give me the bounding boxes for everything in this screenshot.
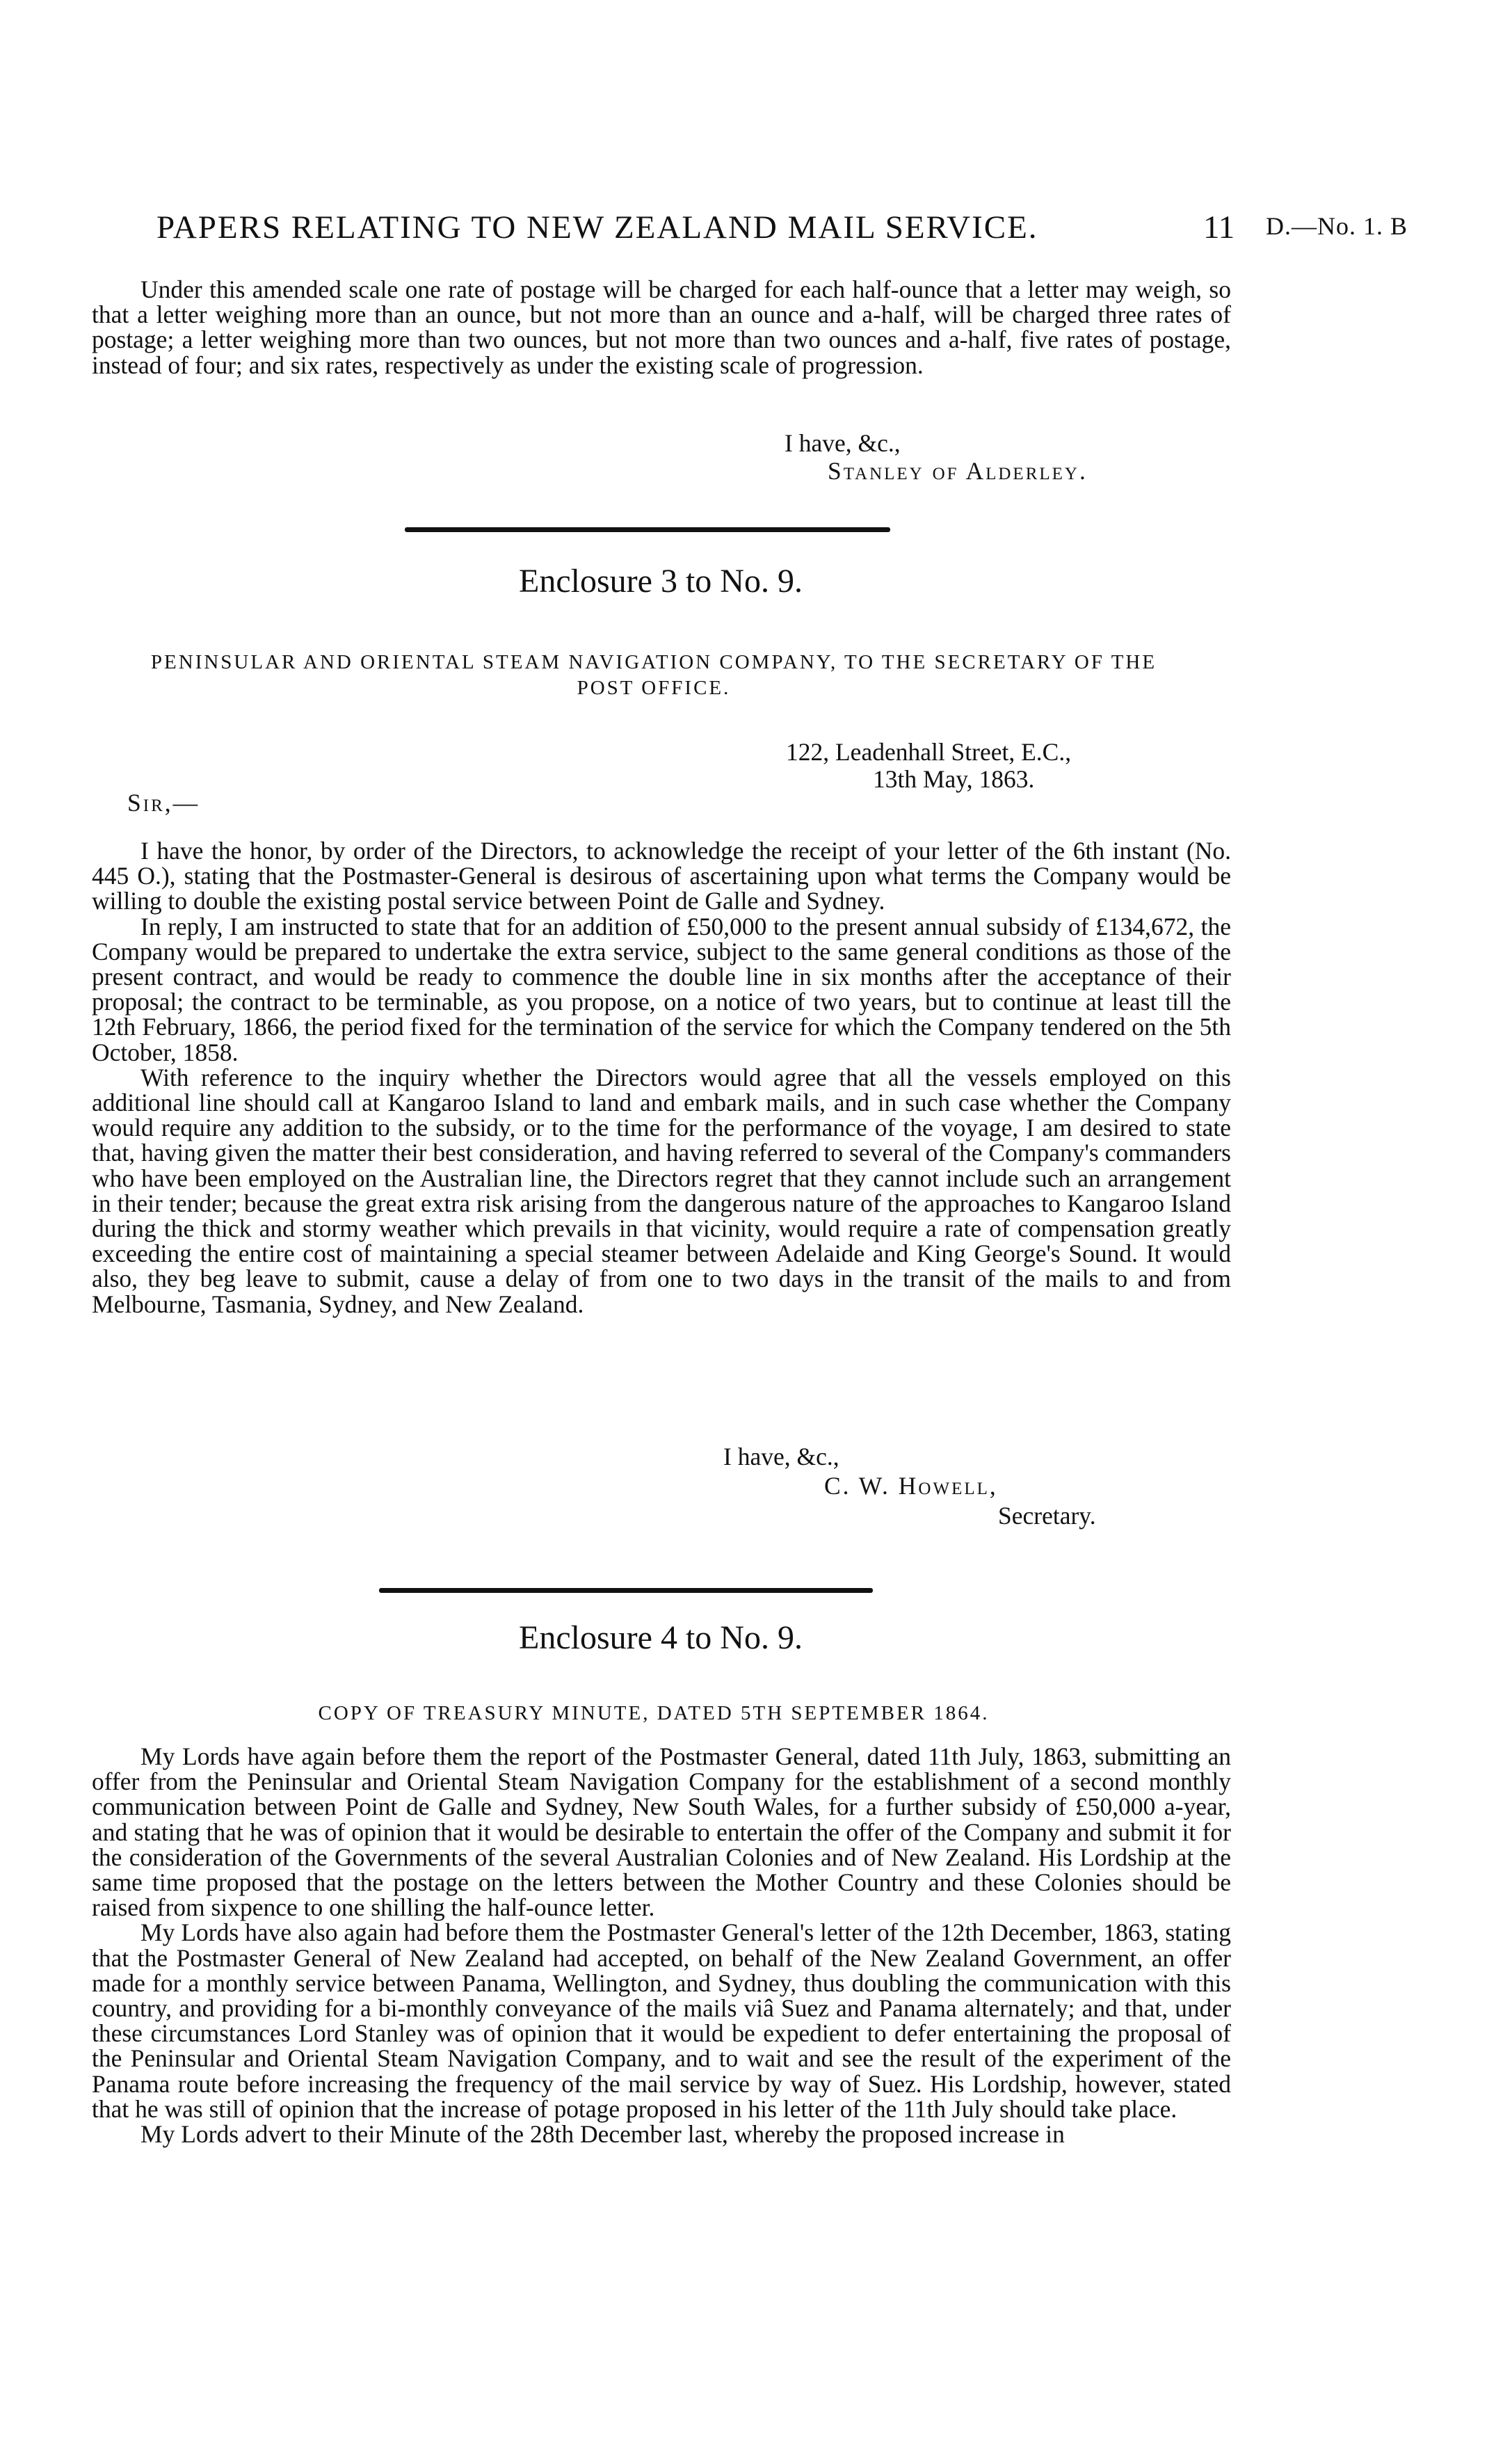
paragraph: I have the honor, by order of the Directors, to acknowledge the receipt of your letter of the 6th instant (No. 445 O.), stating that the Postmaster-General is desirous of ascertaining upon what terms the Company would be willing to double the existing postal service between Point de Galle and Sydney. — [92, 837, 1231, 915]
paragraph: My Lords have also again had before them the Postmaster General's letter of the 12th December, 1863, stating that the Postmaster General of New Zealand had accepted, on behalf of the New Zealand Government, an offer made for a monthly service between Panama, Wellington, and Sydney, thus doubling the communication with this country, and providing for a bi-monthly conveyance of the mails viâ Suez and Panama alternately; and that, under these circumstances Lord Stanley was of opinion that it would be expedient to defer entertaining the proposal of the Peninsular and Oriental Steam Navigation Company, and to wait and see the result of the experiment of the Panama route before increasing the frequency of the mail service by way of Suez. His Lordship, however, stated that he was still of opinion that the increase of potage proposed in his letter of the 11th July should take place. — [92, 1918, 1231, 2123]
sender-address: 122, Leadenhall Street, E.C., — [786, 738, 1072, 766]
divider-rule — [405, 527, 890, 532]
running-header — [156, 209, 1408, 250]
heading-line: POST OFFICE. — [577, 677, 731, 699]
page-title: PAPERS RELATING TO NEW ZEALAND MAIL SERVICE. — [156, 209, 1038, 246]
enclosure-4-body — [92, 1744, 1231, 2147]
enclosure-3-body — [92, 838, 1231, 1317]
page-number: 11 — [1203, 209, 1235, 246]
heading-line: PENINSULAR AND ORIENTAL STEAM NAVIGATION COMPANY, TO THE SECRETARY OF THE — [150, 651, 1157, 673]
enclosure-4-title: Enclosure 4 to No. 9. — [519, 1619, 803, 1656]
divider-rule — [379, 1588, 873, 1593]
enclosure-3-title: Enclosure 3 to No. 9. — [519, 563, 803, 600]
salutation: Sir,— — [127, 789, 200, 817]
enclosure-3-heading — [63, 650, 1245, 701]
paragraph: My Lords have again before them the report of the Postmaster General, dated 11th July, 1863, submitting an offer from the Peninsular and Oriental Steam Navigation Company for the establishment of a second monthly communication between Point de Galle and Sydney, New South Wales, for a further subsidy of £50,000 a-year, and stating that he was of opinion that it would be desirable to entertain the offer of the Company and submit it for the consideration of the Governments of the several Australian Colonies and of New Zealand. His Lordship at the same time proposed that the postage on the letters between the Mother Country and these Colonies should be raised from sixpence to one shilling the half-ounce letter. — [92, 1742, 1231, 1922]
enclosure-4-heading: COPY OF TREASURY MINUTE, DATED 5TH SEPTEMBER 1864. — [318, 1702, 990, 1724]
signature-title: Secretary. — [998, 1502, 1096, 1530]
section1-body — [92, 277, 1231, 378]
signature: C. W. Howell, — [824, 1472, 998, 1500]
letter-date: 13th May, 1863. — [873, 765, 1035, 793]
signature: Stanley of Alderley. — [828, 457, 1088, 485]
paragraph: In reply, I am instructed to state that for an addition of £50,000 to the present annual subsidy of £134,672, the Company would be prepared to undertake the extra service, subject to the same general conditions as those of the present contract, and would be ready to commence the double line in six months after the acceptance of their proposal; the contract to be terminable, as you propose, on a notice of two years, but to continue at least till the 12th February, 1866, the period fixed for the termination of the service for which the Company tendered on the 5th October, 1858. — [92, 912, 1231, 1066]
paragraph: My Lords advert to their Minute of the 28th December last, whereby the proposed increase in — [140, 2120, 1065, 2149]
document-reference: D.—No. 1. B — [1266, 212, 1408, 240]
closing: I have, &c., — [785, 429, 901, 457]
paragraph: Under this amended scale one rate of postage will be charged for each half-ounce that a letter may weigh, so that a letter weighing more than an ounce, but not more than an ounce and a-half, will be charged three rates of postage; a letter weighing more than two ounces, but not more than two ounces and a-half, five rates of postage, instead of four; and six rates, respectively as under the existing scale of progression. — [92, 275, 1231, 379]
paragraph: With reference to the inquiry whether the Directors would agree that all the vessels employed on this additional line should call at Kangaroo Island to land and embark mails, and in such case whether the Company would require any addition to the subsidy, or to the time for the performance of the voyage, I am desired to state that, having given the matter their best consideration, and having referred to several of the Company's commanders who have been employed on the Australian line, the Directors regret that they cannot include such an arrangement in their tender; because the great extra risk arising from the dangerous nature of the approaches to Kangaroo Island during the thick and stormy weather which prevails in that vicinity, would require a rate of compensation greatly exceeding the entire cost of maintaining a special steamer between Adelaide and King George's Sound. It would also, they beg leave to submit, cause a delay of from one to two days in the transit of the mails to and from Melbourne, Tasmania, Sydney, and New Zealand. — [92, 1063, 1231, 1318]
closing: I have, &c., — [723, 1443, 839, 1470]
